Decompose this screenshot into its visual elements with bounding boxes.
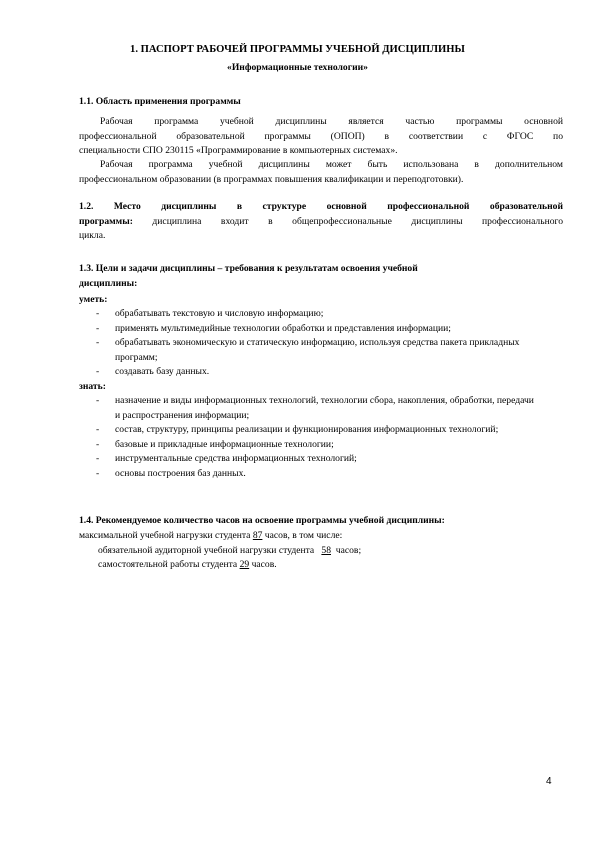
- heading-line: дисциплины:: [79, 277, 138, 289]
- section-1-1-heading: 1.1. Область применения программы: [79, 96, 241, 107]
- max-load-value: 87: [252, 530, 263, 541]
- section-1-2-text: дисциплина входит в общепрофессиональные дисциплины профессионального: [132, 215, 563, 227]
- dash-bullet: -: [96, 424, 100, 435]
- section-1-2-heading-end: программы:: [79, 215, 133, 227]
- self-study-suffix: часов.: [249, 559, 277, 570]
- paragraph-line: профессиональном образовании (в программах повышения квалификации и переподготовки).: [79, 173, 464, 185]
- list-item-text: обрабатывать текстовую и числовую информацию;: [115, 308, 324, 319]
- paragraph-line: цикла.: [79, 230, 106, 241]
- dash-bullet: -: [96, 467, 100, 479]
- section-1-1-paragraph-1: [79, 115, 563, 159]
- section-1-4-heading: 1.4. Рекомендуемое количество часов на освоение программы учебной дисциплины:: [79, 515, 445, 526]
- classroom-load-suffix: часов;: [330, 544, 362, 556]
- skills-label: уметь:: [79, 294, 108, 305]
- dash-bullet: -: [96, 322, 100, 334]
- dash-bullet: -: [96, 308, 100, 319]
- list-item: [79, 394, 534, 423]
- section-1-1-paragraph-2: [79, 158, 563, 187]
- list-item: [79, 322, 549, 337]
- list-item-text: применять мультимедийные технологии обработки и представления информации;: [115, 322, 451, 334]
- list-item: [79, 438, 534, 453]
- paragraph-line: [79, 215, 563, 230]
- self-study-label: самостоятельной работы студента: [98, 559, 240, 570]
- dash-bullet: -: [96, 438, 100, 450]
- dash-bullet: -: [96, 395, 100, 406]
- max-load-label: максимальной учебной нагрузки студента: [79, 530, 253, 541]
- heading-line: 1.3. Цели и задачи дисциплины – требования к результатам освоения учебной: [79, 263, 418, 274]
- skills-list: [79, 307, 549, 380]
- paragraph-line: Рабочая программа учебной дисциплины является частью программы основной: [100, 116, 563, 127]
- list-item: [79, 307, 549, 322]
- classroom-load-line: [79, 544, 563, 559]
- list-item: [79, 423, 534, 438]
- paragraph-line: Рабочая программа учебной дисциплины может быть использована в дополнительном: [100, 159, 563, 170]
- list-item: [79, 467, 534, 482]
- classroom-load-value: 58: [321, 544, 331, 556]
- page-number: 4: [546, 776, 552, 787]
- knowledge-label: знать:: [79, 381, 106, 392]
- self-study-line: [79, 558, 563, 573]
- paragraph-line: профессиональной образовательной программы (ОПОП) в соответствии с ФГОС по: [79, 130, 563, 142]
- classroom-load-label: обязательной аудиторной учебной нагрузки студента: [98, 544, 322, 556]
- section-1-3-heading: [79, 262, 563, 291]
- list-item-text: создавать базу данных.: [115, 366, 210, 377]
- knowledge-list: [79, 394, 534, 481]
- list-item: [79, 452, 534, 467]
- list-item-text: обрабатывать экономическую и статическую информацию, используя средства пакета прикладных программ;: [115, 337, 520, 363]
- list-item: [79, 365, 549, 380]
- self-study-value: 29: [239, 559, 250, 570]
- discipline-name: «Информационные технологии»: [227, 62, 368, 73]
- max-load-suffix: часов, в том числе:: [262, 530, 343, 541]
- dash-bullet: -: [96, 453, 100, 464]
- hours-block: [79, 529, 563, 573]
- list-item-text: базовые и прикладные информационные технологии;: [115, 438, 334, 450]
- dash-bullet: -: [96, 366, 100, 377]
- dash-bullet: -: [96, 337, 100, 348]
- list-item-text: инструментальные средства информационных технологий;: [115, 453, 357, 464]
- max-load-line: [79, 529, 563, 544]
- section-1-2: [79, 200, 563, 244]
- list-item: [79, 336, 549, 365]
- section-1-2-heading: 1.2. Место дисциплины в структуре основной профессиональной образовательной: [79, 201, 563, 212]
- document-title: 1. ПАСПОРТ РАБОЧЕЙ ПРОГРАММЫ УЧЕБНОЙ ДИСЦИПЛИНЫ: [130, 44, 465, 55]
- paragraph-line: специальности СПО 230115 «Программирование в компьютерных системах».: [79, 145, 398, 156]
- list-item-text: назначение и виды информационных технологий, технологии сбора, накопления, обработки, передачи и распространения информации;: [115, 395, 534, 421]
- list-item-text: состав, структуру, принципы реализации и функционирования информационных технологий;: [115, 424, 499, 435]
- list-item-text: основы построения баз данных.: [115, 467, 246, 479]
